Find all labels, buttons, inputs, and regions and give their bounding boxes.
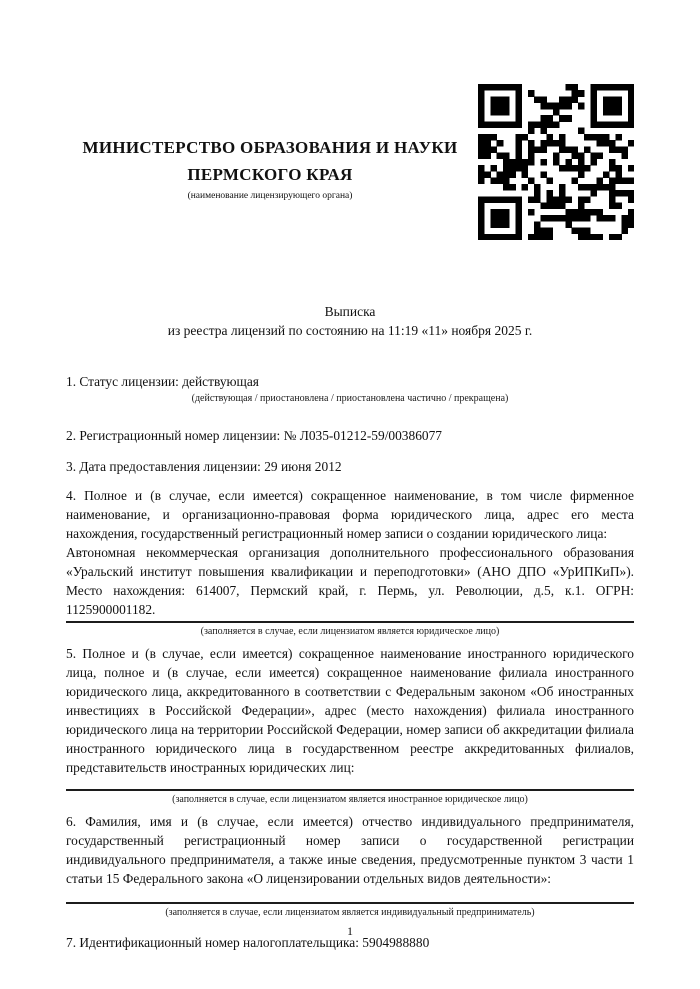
item-4-value: Автономная некоммерческая организация дополнительного профессионального образования «Уральский институт повышения квалификации и переподготовки» (АНО ДПО «УрИПКиП»). Место нахождения: 614007, Пермский край, г. Пермь, ул. Революции, д.5, к.1. ОГРН: 1125900001182.	[66, 545, 634, 617]
page-number: 1	[347, 924, 353, 938]
item-6-note: (заполняется в случае, если лицензиатом является индивидуальный предприниматель)	[165, 907, 535, 918]
item-4-legal-entity	[66, 486, 634, 619]
document-title-line2: из реестра лицензий по состоянию на 11:19 «11» ноября 2025 г.	[167, 323, 533, 338]
fill-line-item4	[66, 621, 634, 623]
ministry-name-line1: МИНИСТЕРСТВО ОБРАЗОВАНИЯ И НАУКИ	[82, 138, 458, 157]
item-3-license-date: 3. Дата предоставления лицензии: 29 июня 2012	[66, 459, 342, 474]
item-4-label: 4. Полное и (в случае, если имеется) сокращенное наименование, в том числе фирменное наименование, и организационно-правовая форма юридического лица, адрес его места нахождения, государственный регистрационный номер записи о создании юридического лица:	[66, 488, 634, 541]
ministry-name-line2: ПЕРМСКОГО КРАЯ	[187, 165, 353, 184]
item-7-taxpayer-id: 7. Идентификационный номер налогоплательщика: 5904988880	[66, 935, 430, 950]
item-6-individual-entrepreneur: 6. Фамилия, имя и (в случае, если имеется) отчество индивидуального предпринимателя, государственный регистрационный номер записи о государственной регистрации индивидуального предпринимателя, а также иные сведения, предусмотренные пунктом 3 части 1 статьи 15 Федерального закона «О лицензировании отдельных видов деятельности»:	[66, 814, 634, 886]
fill-line-item5	[66, 789, 634, 791]
qr-code-icon	[478, 84, 634, 240]
document-header	[66, 84, 634, 240]
document-title-line1: Выписка	[324, 304, 376, 319]
item-4-note: (заполняется в случае, если лицензиатом является юридическое лицо)	[200, 626, 500, 637]
document-content	[66, 0, 634, 952]
item-5-note: (заполняется в случае, если лицензиатом является иностранное юридическое лицо)	[172, 794, 528, 805]
licensing-authority-note: (наименование лицензирующего органа)	[187, 191, 353, 201]
item-2-registration-number: 2. Регистрационный номер лицензии: № Л035-01212-59/00386077	[66, 428, 442, 443]
item-1-note: (действующая / приостановлена / приостановлена частично / прекращена)	[191, 393, 509, 404]
licensing-authority-block	[66, 84, 474, 202]
item-5-foreign-entity: 5. Полное и (в случае, если имеется) сокращенное наименование иностранного юридического лица, полное и (в случае, если имеется) сокращенное наименование филиала иностранного юридического лица, аккредитованного в соответствии с Федеральным законом «Об иностранных инвестициях в Российской Федерации», адрес (место нахождения) филиала иностранного юридического лица на территории Российской Федерации, номер записи об аккредитации филиала иностранного юридического лица в государственном реестре аккредитованных филиалов, представительств иностранных юридических лиц:	[66, 646, 634, 775]
fill-line-item6	[66, 902, 634, 904]
document-title	[66, 302, 634, 340]
item-1-license-status: 1. Статус лицензии: действующая	[66, 374, 259, 389]
